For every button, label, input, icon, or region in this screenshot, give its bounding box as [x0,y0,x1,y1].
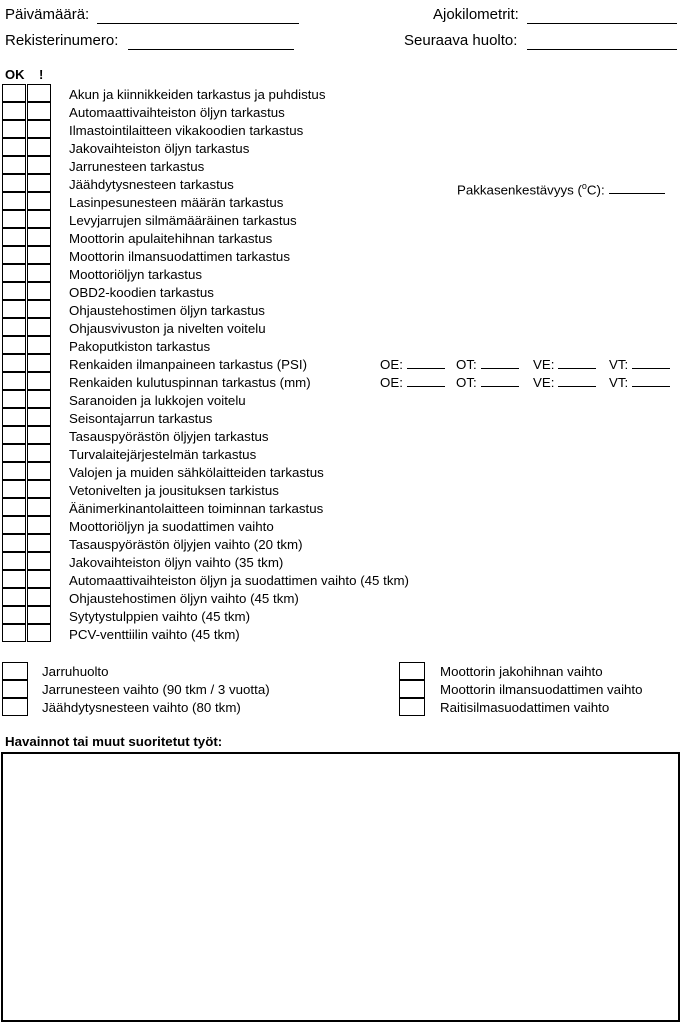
checklist-item-label: Moottorin apulaitehihnan tarkastus [69,231,273,246]
checklist-item-label: Levyjarrujen silmämääräinen tarkastus [69,213,297,228]
tyre-front-left-input[interactable] [407,356,445,369]
issue-checkbox[interactable] [27,480,51,498]
checklist-item-label: Jakovaihteiston öljyn vaihto (35 tkm) [69,555,284,570]
service-label: Moottorin jakohihnan vaihto [440,664,603,679]
next-service-label: Seuraava huolto: [404,32,518,49]
checklist-item-label: Automaattivaihteiston öljyn ja suodattimen vaihto (45 tkm) [69,573,409,588]
issue-checkbox[interactable] [27,408,51,426]
checklist-row [2,444,54,462]
service-label: Jäähdytysnesteen vaihto (80 tkm) [42,700,241,715]
issue-checkbox[interactable] [27,102,51,120]
service-checkbox[interactable] [399,662,425,680]
checklist-row [2,156,54,174]
notes-title: Havainnot tai muut suoritetut työt: [5,734,223,749]
issue-checkbox[interactable] [27,192,51,210]
tyre-front-left-group [380,356,445,374]
ok-checkbox[interactable] [2,624,26,642]
checklist-row [2,246,54,264]
ok-checkbox[interactable] [2,246,26,264]
ok-checkbox[interactable] [2,552,26,570]
issue-checkbox[interactable] [27,336,51,354]
ok-column-header: OK [5,67,25,82]
degree-sign: o [581,181,587,191]
checklist-item-label: Moottoriöljyn tarkastus [69,267,203,282]
ok-checkbox[interactable] [2,534,26,552]
checklist-item-label: Moottorin ilmansuodattimen tarkastus [69,249,290,264]
checklist-row [2,318,54,336]
tyre-front-right-label: VE: [533,357,555,372]
issue-checkbox[interactable] [27,300,51,318]
tyre-front-left-group [380,374,445,392]
notes-area[interactable] [1,752,680,1022]
checklist-item-label: PCV-venttiilin vaihto (45 tkm) [69,627,240,642]
ok-checkbox[interactable] [2,120,26,138]
checklist-row [2,570,54,588]
ok-checkbox[interactable] [2,408,26,426]
issue-checkbox[interactable] [27,606,51,624]
ok-checkbox[interactable] [2,570,26,588]
header-row-2 [0,29,681,53]
tyre-rear-right-group [609,356,670,374]
checklist-row [2,300,54,318]
ok-checkbox[interactable] [2,318,26,336]
checklist-item-label: Saranoiden ja lukkojen voitelu [69,393,246,408]
tyre-rear-right-input[interactable] [632,356,670,369]
checklist-row [2,228,54,246]
ok-checkbox[interactable] [2,264,26,282]
date-label: Päivämäärä: [5,6,90,23]
checklist-item-label: Ohjaustehostimen öljyn vaihto (45 tkm) [69,591,299,606]
ok-checkbox[interactable] [2,606,26,624]
issue-checkbox[interactable] [27,516,51,534]
checklist-row [2,372,54,390]
tyre-rear-left-group [456,374,519,392]
issue-checkbox[interactable] [27,372,51,390]
checklist-row [2,498,54,516]
issue-checkbox[interactable] [27,426,51,444]
ok-checkbox[interactable] [2,174,26,192]
checklist-item-label: Renkaiden kulutuspinnan tarkastus (mm) [69,375,311,390]
checklist-grid [2,84,54,643]
checklist-item-label: Tasauspyörästön öljyjen tarkastus [69,429,269,444]
issue-checkbox[interactable] [27,228,51,246]
issue-checkbox[interactable] [27,354,51,372]
ok-checkbox[interactable] [2,156,26,174]
tyre-rear-right-label: VT: [609,357,629,372]
issue-checkbox[interactable] [27,318,51,336]
checklist-item-label: Valojen ja muiden sähkölaitteiden tarkastus [69,465,324,480]
checklist-item-label: Vetonivelten ja jousituksen tarkistus [69,483,279,498]
service-label: Jarrunesteen vaihto (90 tkm / 3 vuotta) [42,682,270,697]
issue-checkbox[interactable] [27,210,51,228]
tyre-rear-left-label: OT: [456,357,477,372]
issue-checkbox[interactable] [27,552,51,570]
date-field[interactable] [97,23,299,24]
checklist-item-label: Sytytystulppien vaihto (45 tkm) [69,609,251,624]
ok-checkbox[interactable] [2,300,26,318]
checklist-row [2,480,54,498]
checklist-item-label: Ilmastointilaitteen vikakoodien tarkastus [69,123,304,138]
ok-checkbox[interactable] [2,498,26,516]
tyre-rear-left-group [456,356,519,374]
ok-checkbox[interactable] [2,516,26,534]
checklist-item-label: Lasinpesunesteen määrän tarkastus [69,195,284,210]
header-row-1 [0,3,681,27]
issue-checkbox[interactable] [27,174,51,192]
ok-checkbox[interactable] [2,354,26,372]
tyre-front-right-group [533,356,596,374]
next-service-field[interactable] [527,49,677,50]
mileage-field[interactable] [527,23,677,24]
checklist-item-label: Tasauspyörästön öljyjen vaihto (20 tkm) [69,537,303,552]
tyre-front-right-input[interactable] [558,374,596,387]
reg-label: Rekisterinumero: [5,32,119,49]
ok-checkbox[interactable] [2,390,26,408]
antifreeze-field [457,177,665,198]
issue-checkbox[interactable] [27,498,51,516]
ok-checkbox[interactable] [2,210,26,228]
issue-checkbox[interactable] [27,156,51,174]
tyre-front-left-input[interactable] [407,374,445,387]
issue-column-header: ! [39,67,44,82]
checklist-row [2,210,54,228]
checklist-row [2,138,54,156]
checklist-item-label: Moottoriöljyn ja suodattimen vaihto [69,519,274,534]
tyre-front-left-label: OE: [380,375,403,390]
ok-checkbox[interactable] [2,480,26,498]
ok-checkbox[interactable] [2,336,26,354]
issue-checkbox[interactable] [27,444,51,462]
checklist-item-label: Jarrunesteen tarkastus [69,159,205,174]
issue-checkbox[interactable] [27,138,51,156]
checklist-item-label: Ohjaustehostimen öljyn tarkastus [69,303,265,318]
service-label: Raitisilmasuodattimen vaihto [440,700,610,715]
checklist-row [2,192,54,210]
issue-checkbox[interactable] [27,246,51,264]
mileage-label: Ajokilometrit: [433,6,519,23]
reg-field[interactable] [128,49,294,50]
checklist-row [2,606,54,624]
tyre-front-right-label: VE: [533,375,555,390]
issue-checkbox[interactable] [27,534,51,552]
ok-checkbox[interactable] [2,444,26,462]
issue-checkbox[interactable] [27,588,51,606]
checklist-item-label: OBD2-koodien tarkastus [69,285,214,300]
checklist-row [2,516,54,534]
checklist-item-label: Turvalaitejärjestelmän tarkastus [69,447,257,462]
ok-checkbox[interactable] [2,588,26,606]
checklist-row [2,462,54,480]
service-checkbox[interactable] [2,698,28,716]
service-checkbox[interactable] [399,680,425,698]
issue-checkbox[interactable] [27,624,51,642]
ok-checkbox[interactable] [2,138,26,156]
issue-checkbox[interactable] [27,390,51,408]
ok-checkbox[interactable] [2,426,26,444]
checklist-row [2,426,54,444]
checklist-row [2,408,54,426]
antifreeze-label-pre: Pakkasenkestävyys ( [457,182,582,198]
antifreeze-label-post: C): [586,182,605,198]
issue-checkbox[interactable] [27,84,51,102]
ok-checkbox[interactable] [2,84,26,102]
ok-checkbox[interactable] [2,102,26,120]
checklist-row [2,354,54,372]
ok-checkbox[interactable] [2,228,26,246]
tyre-front-right-input[interactable] [558,356,596,369]
checklist-row [2,534,54,552]
checklist-item-label: Pakoputkiston tarkastus [69,339,211,354]
issue-checkbox[interactable] [27,120,51,138]
checklist-item-label: Äänimerkinantolaitteen toiminnan tarkastus [69,501,324,516]
service-checkbox[interactable] [399,698,425,716]
checklist-row [2,282,54,300]
tyre-rear-right-group [609,374,670,392]
service-checkbox[interactable] [2,662,28,680]
service-label: Moottorin ilmansuodattimen vaihto [440,682,643,697]
checklist-row [2,102,54,120]
checklist-item-label: Jäähdytysnesteen tarkastus [69,177,234,192]
ok-checkbox[interactable] [2,462,26,480]
checklist-row [2,588,54,606]
checklist-row [2,552,54,570]
ok-checkbox[interactable] [2,192,26,210]
issue-checkbox[interactable] [27,462,51,480]
checklist-row [2,264,54,282]
checklist-item-label: Seisontajarrun tarkastus [69,411,213,426]
tyre-front-left-label: OE: [380,357,403,372]
tyre-rear-right-label: VT: [609,375,629,390]
issue-checkbox[interactable] [27,282,51,300]
tyre-front-right-group [533,374,596,392]
antifreeze-input[interactable] [609,181,665,194]
ok-checkbox[interactable] [2,372,26,390]
checklist-row [2,624,54,642]
tyre-rear-left-label: OT: [456,375,477,390]
tyre-rear-left-input[interactable] [481,374,519,387]
checklist-row [2,174,54,192]
service-checkbox[interactable] [2,680,28,698]
ok-checkbox[interactable] [2,282,26,300]
issue-checkbox[interactable] [27,570,51,588]
tyre-rear-right-input[interactable] [632,374,670,387]
tyre-rear-left-input[interactable] [481,356,519,369]
service-label: Jarruhuolto [42,664,109,679]
checklist-row [2,84,54,102]
checklist-item-label: Jakovaihteiston öljyn tarkastus [69,141,250,156]
checklist-row [2,336,54,354]
checklist-row [2,120,54,138]
checklist-item-label: Ohjausvivuston ja nivelten voitelu [69,321,266,336]
checklist-item-label: Automaattivaihteiston öljyn tarkastus [69,105,285,120]
issue-checkbox[interactable] [27,264,51,282]
checklist-item-label: Renkaiden ilmanpaineen tarkastus (PSI) [69,357,307,372]
checklist-row [2,390,54,408]
checklist-item-label: Akun ja kiinnikkeiden tarkastus ja puhdistus [69,87,326,102]
